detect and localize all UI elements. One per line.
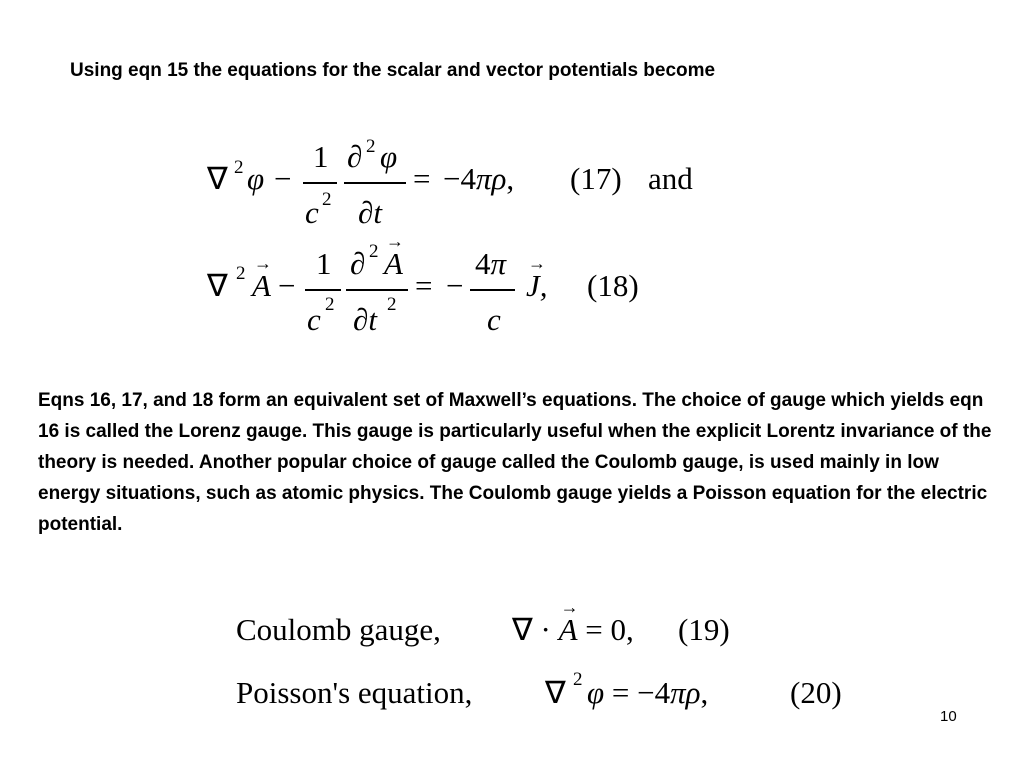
- equation-20-label: Poisson's equation,: [236, 675, 473, 710]
- equation-17-suffix: and: [648, 161, 693, 196]
- equation-19-number: (19): [678, 612, 730, 647]
- equation-18: ∇ 2 A → − 1 c 2 ∂ 2 A → ∂t 2 = − 4π c J → , (18): [207, 231, 639, 337]
- body-paragraph: Eqns 16, 17, and 18 form an equivalent set of Maxwell’s equations. The choice of gauge which yields eqn 16 is called the Lorenz gauge. This gauge is particularly useful when the explicit Lorentz invariance of the theory is needed. Another popular choice of gauge called the Coulomb gauge, is used mainly in low energy situations, such as atomic physics. The Coulomb gauge yields a Poisson equation for the electric potential.: [38, 390, 992, 535]
- equation-19-label: Coulomb gauge,: [236, 612, 441, 647]
- equation-19: Coulomb gauge, ∇ · A → = 0, (19): [236, 597, 730, 647]
- equation-20-number: (20): [790, 675, 842, 710]
- equation-18-number: (18): [587, 268, 639, 303]
- equation-17-number: (17): [570, 161, 622, 196]
- page-number: 10: [940, 708, 957, 725]
- equation-20: Poisson's equation, ∇ 2 φ = −4πρ, (20): [236, 669, 842, 710]
- equation-17: ∇ 2 φ − 1 c 2 ∂ 2 φ ∂t = −4πρ, (17) and: [207, 136, 693, 230]
- slide-heading: Using eqn 15 the equations for the scalar and vector potentials become: [70, 60, 716, 81]
